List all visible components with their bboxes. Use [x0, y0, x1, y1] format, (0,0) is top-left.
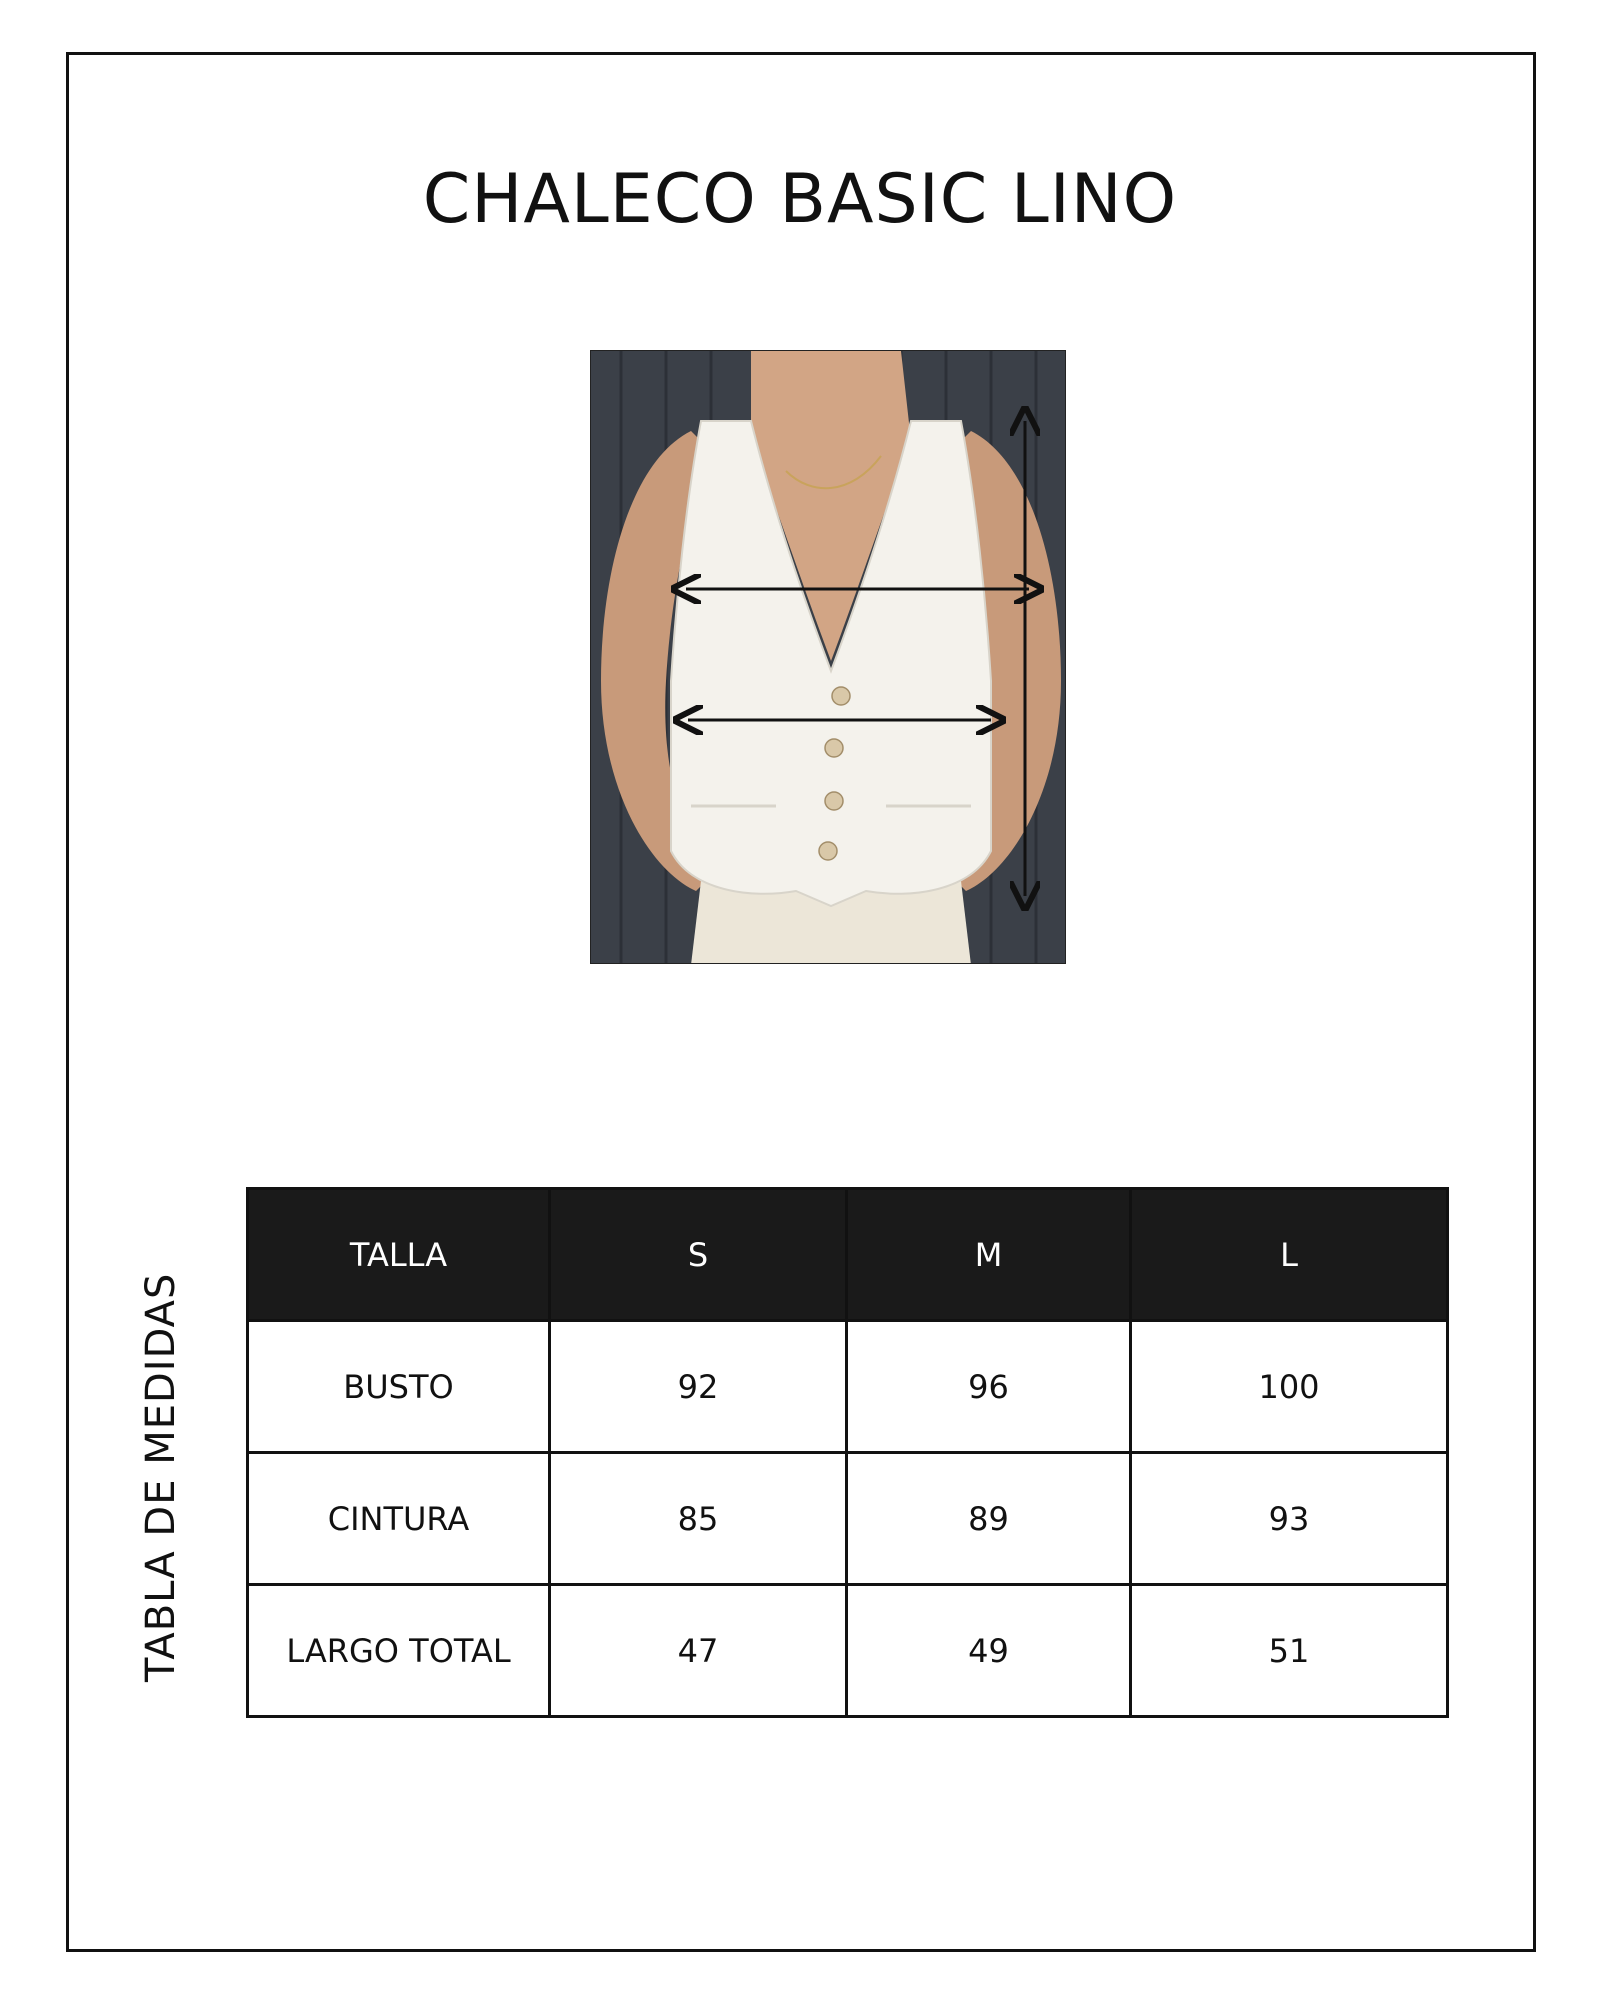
row-label: CINTURA: [248, 1453, 550, 1585]
size-table-side-label: TABLA DE MEDIDAS: [138, 1272, 184, 1682]
table-cell: 100: [1131, 1321, 1448, 1453]
header-cell-size: TALLA: [248, 1189, 550, 1321]
vest-photo-icon: [591, 351, 1066, 964]
table-cell: 47: [550, 1585, 847, 1717]
page-title: CHALECO BASIC LINO: [422, 160, 1178, 239]
table-cell: 92: [550, 1321, 847, 1453]
row-label: BUSTO: [248, 1321, 550, 1453]
table-cell: 93: [1131, 1453, 1448, 1585]
table-cell: 89: [847, 1453, 1131, 1585]
table-cell: 49: [847, 1585, 1131, 1717]
table-cell: 51: [1131, 1585, 1448, 1717]
table-row-largo-total: [248, 1585, 1448, 1717]
table-header-row: [248, 1189, 1448, 1321]
row-label: LARGO TOTAL: [248, 1585, 550, 1717]
header-cell-s: S: [550, 1189, 847, 1321]
table-row-cintura: [248, 1453, 1448, 1585]
product-photo: [590, 350, 1066, 964]
table-row-busto: [248, 1321, 1448, 1453]
header-cell-m: M: [847, 1189, 1131, 1321]
table-cell: 96: [847, 1321, 1131, 1453]
header-cell-l: L: [1131, 1189, 1448, 1321]
size-chart-table: [246, 1187, 1449, 1718]
table-cell: 85: [550, 1453, 847, 1585]
